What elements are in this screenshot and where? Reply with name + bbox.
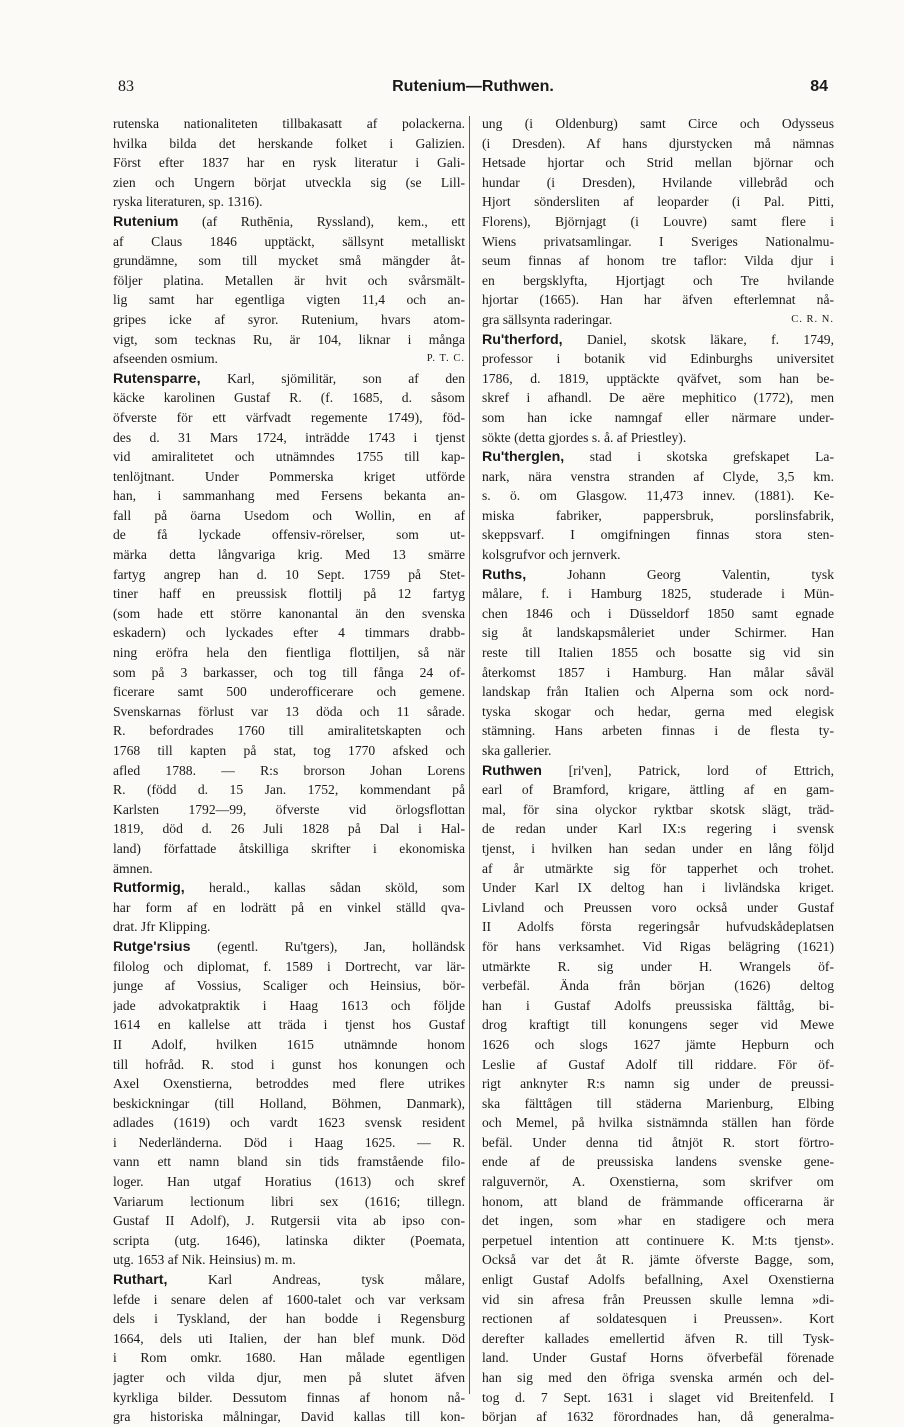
- text-line: [113, 1172, 465, 1192]
- line-text: och Memel, på hvilka sistnämnda ställen han förde: [482, 1115, 834, 1131]
- text-line: [482, 1094, 834, 1114]
- text-line: [113, 1329, 465, 1349]
- text-line: [482, 310, 834, 330]
- left-column: [113, 114, 465, 1427]
- text-line: [482, 721, 834, 741]
- text-line: [113, 878, 465, 898]
- line-text: adlades (1619) och vardt 1623 svensk resident: [113, 1115, 465, 1131]
- text-line: [482, 898, 834, 918]
- line-text: sig åt landskapsmåleriet under Schirmer. Han: [482, 625, 834, 641]
- text-line: [482, 290, 834, 310]
- text-line: [482, 1368, 834, 1388]
- line-text: 1614 en kallelse att träda i tjenst hos Gustaf: [113, 1017, 465, 1033]
- line-text: det ingen, som »har en stadigere och mera: [482, 1213, 834, 1229]
- line-text: rutenska nationaliteten tillbakasatt af polackerna.: [113, 116, 465, 131]
- line-text: skref i afhandl. De aëre mephitico (1772), men: [482, 390, 834, 406]
- text-line: [482, 623, 834, 643]
- text-line: [482, 1133, 834, 1153]
- text-line: [113, 349, 465, 369]
- line-text: afled 1788. — R:s brorson Johan Lorens: [113, 762, 465, 778]
- line-text: Hjort sönderslitеn af leoparder (i Pal. Pitti,: [482, 194, 834, 210]
- line-text: vann ett namn bland sin tids framstående filo-: [113, 1154, 465, 1170]
- text-line: [113, 1348, 465, 1368]
- line-text: enligt Gustaf Adolfs befallning, Axel Oxenstierna: [482, 1272, 834, 1288]
- line-text: afseenden osmium.: [113, 351, 218, 367]
- text-line: [113, 310, 465, 330]
- text-line: [113, 467, 465, 487]
- line-text: följer platina. Metallen är hvit och svårsmält-: [113, 272, 465, 288]
- author-signature: C. R. N.: [791, 313, 834, 325]
- text-line: [113, 623, 465, 643]
- page-number-right: 84: [810, 78, 828, 95]
- line-text: han sig med den öfriga svenska armén och del-: [482, 1370, 834, 1385]
- text-line: [113, 1231, 465, 1251]
- text-line: [113, 251, 465, 271]
- line-text: Karlsten 1792—99, öfverste vid örlogsflottan: [113, 801, 465, 817]
- line-text: filolog och diplomat, f. 1589 i Dortrecht, var lär-: [113, 958, 465, 974]
- page-number-left: 83: [118, 78, 134, 95]
- text-line: [113, 1309, 465, 1329]
- line-text: jade advokatpraktik i Haag 1613 och följde: [113, 997, 465, 1013]
- text-line: [113, 643, 465, 663]
- text-line: [482, 702, 834, 722]
- line-text: han i Gustaf Adolfs preussiska fälttåg, bi-: [482, 997, 834, 1013]
- text-line: [482, 859, 834, 879]
- line-text: Hetsade hjortar och Strid mellan björnar och: [482, 155, 834, 171]
- text-line: [113, 604, 465, 624]
- line-text: tiner haff en preussisk flottilj på 12 fartyg: [113, 586, 465, 602]
- line-text: herald., kallas sådan sköld, som: [184, 880, 465, 896]
- line-text: 1768 till kapten på stat, tog 1770 afsked och: [113, 743, 465, 758]
- text-line: [482, 114, 834, 134]
- text-line: [482, 957, 834, 977]
- line-text: ung (i Oldenburg) samt Circe och Odysseus: [482, 116, 834, 131]
- text-line: [113, 761, 465, 781]
- line-text: tyska skogar och hedar, gerna med elegisk: [482, 703, 834, 719]
- text-line: [482, 878, 834, 898]
- text-line: [482, 682, 834, 702]
- entry-headword: Rutensparre,: [113, 370, 201, 387]
- line-text: utg. 1653 af Nik. Heinsius) m. m.: [113, 1252, 296, 1268]
- text-line: [113, 1192, 465, 1212]
- line-text: Variarum lectionum libri sex (1616; tillegn.: [113, 1193, 465, 1209]
- line-text: Karl, sjömilitär, son af den: [200, 370, 465, 386]
- line-text: Leslie af Gustaf Adolf till riddare. För öf-: [482, 1056, 834, 1072]
- text-line: [113, 114, 465, 134]
- text-line: [482, 917, 834, 937]
- text-line: [113, 1290, 465, 1310]
- text-line: [113, 1152, 465, 1172]
- line-text: gripes icke af syror. Rutenium, hvars atom-: [113, 311, 465, 327]
- line-text: ska fälttågen till städerna Marienburg, Elbing: [482, 1095, 834, 1111]
- column-divider: [469, 116, 470, 1394]
- text-line: [113, 506, 465, 526]
- text-line: [482, 761, 834, 781]
- line-text: af Claus 1846 upptäckt, sällsynt metalliskt: [113, 233, 465, 249]
- line-text: (i Dresden). Af hans djurstycken må nämnas: [482, 135, 834, 151]
- line-text: sökte (detta gjordes s. å. af Priestley).: [482, 429, 687, 445]
- text-line: [482, 1250, 834, 1270]
- line-text: lefde i senare delen af 1600-talet och var verksam: [113, 1291, 465, 1307]
- text-line: [113, 447, 465, 467]
- line-text: Florens), Björnjagt (i Louvre) samt flere i: [482, 213, 834, 229]
- text-line: [482, 1015, 834, 1035]
- text-line: [113, 545, 465, 565]
- text-line: [482, 741, 834, 761]
- text-line: [482, 153, 834, 173]
- text-line: [482, 565, 834, 585]
- text-line: [482, 545, 834, 565]
- line-text: ryska literaturen, sp. 1316).: [113, 194, 263, 210]
- line-text: zien och Ungern börjat utveckla sig (se Lill-: [113, 174, 465, 190]
- line-text: jagter och vilda djur, men på slutet äfven: [113, 1370, 465, 1385]
- line-text: II Adolf, hvilken 1615 utnämnde honom: [113, 1036, 465, 1052]
- text-line: [113, 290, 465, 310]
- line-text: märka detta långvariga krig. Med 13 smärre: [113, 547, 465, 563]
- text-line: [482, 1309, 834, 1329]
- text-line: [113, 153, 465, 173]
- text-line: [113, 1074, 465, 1094]
- text-line: [113, 898, 465, 918]
- text-line: [113, 819, 465, 839]
- text-line: [482, 525, 834, 545]
- line-text: rigt anknyter R:s namn sig under de preussi-: [482, 1076, 834, 1092]
- line-text: i Nederländerna. Död i Haag 1625. — R.: [113, 1134, 465, 1150]
- text-line: [482, 976, 834, 996]
- line-text: Under Karl IX deltog han i livländska kriget.: [482, 880, 834, 896]
- line-text: Karl Andreas, tysk målare,: [167, 1272, 465, 1288]
- line-text: vigt, som tecknas Ru, är 104, liknar i många: [113, 331, 465, 347]
- entry-headword: Ruthwen: [482, 762, 542, 779]
- entry-headword: Rutformig,: [113, 880, 185, 897]
- text-line: [113, 721, 465, 741]
- line-text: nark, nära venstra stranden af Clyde, 3,5 km.: [482, 468, 834, 484]
- right-column: [482, 114, 834, 1427]
- text-line: [113, 525, 465, 545]
- line-text: derefter kallades emellertid äfven R. till Tysk-: [482, 1330, 834, 1346]
- line-text: Johann Georg Valentin, tysk: [526, 566, 834, 582]
- text-line: [113, 212, 465, 232]
- line-text: (af Ruthēnia, Ryssland), kem., ett: [178, 213, 465, 229]
- text-line: [482, 1055, 834, 1075]
- text-line: [113, 1270, 465, 1290]
- line-text: tog d. 7 Sept. 1631 i slaget vid Breitenfeld. I: [482, 1389, 834, 1405]
- line-text: drat. Jfr Klipping.: [113, 919, 211, 935]
- text-line: [482, 1270, 834, 1290]
- line-text: återkomst 1857 i Hamburg. Han målar såväl: [482, 664, 834, 680]
- text-line: [482, 192, 834, 212]
- text-line: [113, 1211, 465, 1231]
- text-line: [113, 271, 465, 291]
- line-text: som han icke namngaf eller närmare under-: [482, 409, 834, 425]
- text-line: [482, 428, 834, 448]
- text-line: [482, 1074, 834, 1094]
- text-line: [113, 976, 465, 996]
- line-text: chen 1846 och i Düsseldorf 1850 samt egnade: [482, 605, 834, 621]
- line-text: dels i Tyskland, der han bodde i Regensburg: [113, 1311, 465, 1327]
- text-line: [482, 251, 834, 271]
- line-text: fartyg angrep han d. 10 Sept. 1759 på Stet-: [113, 566, 465, 582]
- text-line: [113, 232, 465, 252]
- text-line: [113, 741, 465, 761]
- text-line: [482, 486, 834, 506]
- text-line: [482, 800, 834, 820]
- entry-headword: Ruths,: [482, 566, 527, 583]
- line-text: befäl. Under denna tid åtnjöt R. stort förtro-: [482, 1134, 834, 1150]
- line-text: R. (född d. 15 Jan. 1752, kommendant på: [113, 782, 465, 798]
- text-line: [482, 447, 834, 467]
- line-text: utmärkte R. sig under H. Wrangels öf-: [482, 958, 834, 974]
- entry-headword: Rutenium: [113, 213, 179, 230]
- text-line: [482, 1388, 834, 1408]
- text-line: [113, 682, 465, 702]
- author-signature: P. T. C.: [426, 353, 465, 365]
- text-line: [113, 486, 465, 506]
- text-line: [482, 232, 834, 252]
- text-line: [482, 819, 834, 839]
- line-text: [ri'ven], Patrick, lord of Ettrich,: [541, 762, 834, 778]
- line-text: grundämne, som till mycket små mängder åt-: [113, 253, 465, 269]
- line-text: till hofråd. R. stod i gunst hos konungen och: [113, 1056, 465, 1072]
- line-text: Wiens privatsamlingar. I Sveriges Nationalmu-: [482, 233, 834, 249]
- text-line: [113, 917, 465, 937]
- text-line: [482, 212, 834, 232]
- entry-headword: Ru'therglen,: [482, 449, 565, 466]
- line-text: kyrkliga bilder. Dessutom finnas af honom nå-: [113, 1389, 465, 1405]
- text-line: [113, 428, 465, 448]
- line-text: reste till Italien 1855 och bosatte sig vid sin: [482, 645, 834, 661]
- line-text: han, i sammanhang med Fersens bekanta an-: [113, 488, 465, 504]
- line-text: beskickningar (till Holland, Böhmen, Danmark),: [113, 1095, 465, 1111]
- text-line: [482, 173, 834, 193]
- line-text: II Adolfs första regeringsår hufvudskådeplatsen: [482, 919, 834, 935]
- text-line: [482, 369, 834, 389]
- text-line: [113, 1035, 465, 1055]
- text-line: [113, 388, 465, 408]
- line-text: des d. 31 Mars 1724, inträdde 1743 i tjenst: [113, 429, 465, 445]
- text-line: [482, 1035, 834, 1055]
- line-text: stämning. Hans arbeten finnas i de flesta ty-: [482, 723, 834, 739]
- text-line: [113, 937, 465, 957]
- line-text: verbefäl. Ända från början (1626) deltog: [482, 978, 834, 994]
- line-text: fall på öarna Usedom och Wollin, en af: [113, 507, 465, 523]
- line-text: ämnen.: [113, 860, 153, 876]
- line-text: Gustaf II Adolf), J. Rutgersii vita ab ipso con-: [113, 1213, 465, 1229]
- line-text: Livland och Preussen voro också under Gustaf: [482, 899, 834, 915]
- text-line: [482, 349, 834, 369]
- line-text: 1819, död d. 26 Juli 1828 på Dal i Hal-: [113, 821, 465, 837]
- line-text: (som hade ett större kanonantal än den svenska: [113, 605, 465, 621]
- line-text: perpetuel intention att continuere K. M:ts tjenst».: [482, 1232, 834, 1248]
- text-line: [482, 467, 834, 487]
- text-line: [113, 1055, 465, 1075]
- line-text: lig samt har egentliga vigten 11,4 och an-: [113, 292, 465, 308]
- text-line: [482, 271, 834, 291]
- line-text: stad i skotska grefskapet La-: [564, 449, 834, 465]
- line-text: Först efter 1837 har en rysk literatur i Gali-: [113, 155, 465, 171]
- line-text: miska fabriker, pappersbruk, porslinsfabrik,: [482, 507, 834, 523]
- text-line: [482, 1211, 834, 1231]
- line-text: kolsgrufvor och jernverk.: [482, 547, 621, 563]
- entry-headword: Ruthart,: [113, 1272, 168, 1289]
- text-line: [482, 1172, 834, 1192]
- line-text: seum finnas af honom tre taflor: Vilda djur i: [482, 253, 834, 269]
- line-text: gra historiska målningar, David kallas till kon-: [113, 1409, 465, 1425]
- text-line: [113, 996, 465, 1016]
- line-text: skeppsvarf. I omgifningen finnas stora sten-: [482, 527, 834, 543]
- text-line: [482, 1152, 834, 1172]
- line-text: Daniel, skotsk läkare, f. 1749,: [562, 331, 834, 347]
- line-text: mal, för sina olyckor ryktbar skotsk slägt, träd-: [482, 801, 834, 817]
- text-line: [113, 702, 465, 722]
- line-text: 1626 och slogs 1627 jämte Hepburn och: [482, 1036, 834, 1052]
- line-text: (egentl. Ru'tgers), Jan, holländsk: [190, 938, 465, 954]
- line-text: de redan under Karl IX:s regering i svensk: [482, 821, 834, 837]
- entry-headword: Rutge'rsius: [113, 938, 191, 955]
- text-line: [113, 800, 465, 820]
- line-text: 1786, d. 1819, upptäckte qväfvet, som han be-: [482, 370, 834, 386]
- line-text: af år utmärkte sig för tapperhet och trohet.: [482, 860, 834, 876]
- line-text: har form af en lodrätt på en vinkel ställd qva-: [113, 899, 465, 915]
- line-text: öfverste för ett värfvadt regemente 1749), föd-: [113, 409, 465, 425]
- text-line: [482, 839, 834, 859]
- line-text: de få lyckade offensiv-rörelser, som ut-: [113, 527, 465, 543]
- text-line: [113, 330, 465, 350]
- line-text: junge af Vossius, Scaliger och Heinsius, bör-: [113, 978, 465, 994]
- text-line: [482, 134, 834, 154]
- line-text: professor i botanik vid Edinburghs universitet: [482, 351, 834, 367]
- text-line: [482, 663, 834, 683]
- line-text: hundar (i Dresden), Hvilande villebråd och: [482, 174, 834, 190]
- line-text: s. ö. om Glasgow. 11,473 innev. (1881). Ke-: [482, 488, 834, 504]
- text-line: [482, 937, 834, 957]
- line-text: i Rom omkr. 1680. Han målade egentligen: [113, 1350, 465, 1366]
- text-line: [113, 957, 465, 977]
- text-line: [113, 1407, 465, 1427]
- text-line: [113, 173, 465, 193]
- text-line: [482, 1192, 834, 1212]
- line-text: ficerare samt 500 underofficerare och gemene.: [113, 684, 465, 700]
- line-text: ende af de preussiska landens svenske gene-: [482, 1154, 834, 1170]
- line-text: land) författade åtskilliga skrifter i ekonomiska: [113, 840, 465, 856]
- line-text: ska gallerier.: [482, 743, 552, 758]
- text-line: [482, 604, 834, 624]
- line-text: Också var det åt R. jämte öfverste Bagge, som,: [482, 1252, 834, 1268]
- running-title: Rutenium—Ruthwen.: [392, 78, 554, 95]
- line-text: tjenst, i hvilken han sedan under en lång följd: [482, 840, 834, 856]
- line-text: målare, f. i Hamburg 1825, studerade i Mün-: [482, 586, 834, 602]
- text-line: [482, 1290, 834, 1310]
- line-text: Axel Oxenstierna, betroddes med flere utrikes: [113, 1076, 465, 1092]
- line-text: gra sällsynta raderingar.: [482, 311, 613, 327]
- line-text: 1664, dels uti Italien, der han blef munk. Död: [113, 1330, 465, 1346]
- line-text: käcke karolinen Gustaf R. (f. 1685, d. såsom: [113, 390, 465, 406]
- text-line: [113, 565, 465, 585]
- text-line: [113, 1368, 465, 1388]
- text-line: [482, 1231, 834, 1251]
- text-line: [113, 1133, 465, 1153]
- line-text: drog kraftigt till konungens seger vid Mewe: [482, 1017, 834, 1033]
- text-line: [482, 643, 834, 663]
- text-line: [482, 1113, 834, 1133]
- text-line: [113, 839, 465, 859]
- text-line: [113, 134, 465, 154]
- text-line: [113, 408, 465, 428]
- text-line: [482, 1348, 834, 1368]
- line-text: tenlöjtnant. Under Pommerska kriget utförde: [113, 468, 465, 484]
- line-text: för hans verksamhet. Vid Rigas belägring (1621): [482, 938, 834, 954]
- text-line: [113, 584, 465, 604]
- text-line: [482, 388, 834, 408]
- line-text: honom, att bland de främmande officerarna är: [482, 1193, 834, 1209]
- text-line: [113, 1113, 465, 1133]
- entry-headword: Ru'therford,: [482, 331, 563, 348]
- text-line: [482, 1407, 834, 1427]
- text-line: [113, 192, 465, 212]
- text-line: [482, 408, 834, 428]
- line-text: hvilka bilda det herskande folket i Galizien.: [113, 135, 465, 151]
- line-text: landskap från Italien och Alperna som ock nord-: [482, 684, 834, 700]
- text-line: [113, 1015, 465, 1035]
- line-text: en bergsklyfta, Hjortjagt och Tre hvilande: [482, 272, 834, 288]
- line-text: loger. Han utgaf Horatius (1613) och skref: [113, 1174, 465, 1190]
- line-text: eskadern) och lyckades efter 4 timmars drabb-: [113, 625, 465, 641]
- line-text: R. befordrades 1760 till amiralitetskapten och: [113, 723, 465, 739]
- line-text: vid amiralitetet och utnämndes 1755 till kap-: [113, 449, 465, 465]
- text-line: [113, 780, 465, 800]
- line-text: land. Under Gustaf Horns öfverbefäl förenade: [482, 1350, 834, 1366]
- line-text: ralguvernör, A. Oxenstierna, som skrifver om: [482, 1174, 834, 1190]
- line-text: hjortar (1665). Han har äfven efterlemnat nå-: [482, 292, 834, 308]
- text-line: [113, 1094, 465, 1114]
- text-line: [482, 584, 834, 604]
- text-line: [113, 663, 465, 683]
- page-header: [118, 78, 828, 100]
- text-line: [482, 996, 834, 1016]
- line-text: som på 3 barkasser, och tog till fånga 24 of-: [113, 664, 465, 680]
- line-text: earl of Bramford, krigare, ättling af en gam-: [482, 782, 834, 798]
- text-line: [482, 506, 834, 526]
- text-line: [482, 780, 834, 800]
- text-line: [113, 1250, 465, 1270]
- text-line: [482, 1329, 834, 1349]
- line-text: ning eröfra hela den fientliga flottiljen, så när: [113, 645, 465, 661]
- line-text: Svenskarnas förlust var 13 döda och 11 sårade.: [113, 703, 465, 719]
- text-line: [113, 1388, 465, 1408]
- text-line: [113, 859, 465, 879]
- line-text: början af 1632 förordnades han, då generalma-: [482, 1409, 834, 1425]
- line-text: rectionen af soldatesquen i Preussen». Kort: [482, 1311, 834, 1327]
- line-text: scripta (utg. 1646), latinska dikter (Poemata,: [113, 1232, 465, 1248]
- text-line: [482, 330, 834, 350]
- text-line: [113, 369, 465, 389]
- line-text: vid sin afresa från Preussen skulle lemna »di-: [482, 1291, 834, 1307]
